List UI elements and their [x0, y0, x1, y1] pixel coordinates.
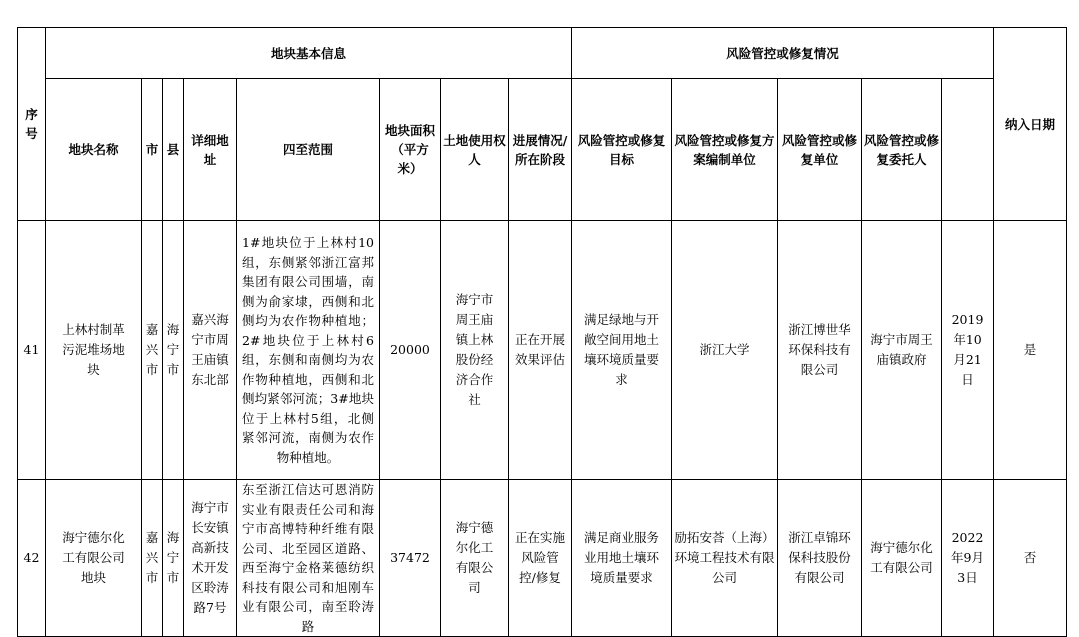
cell-seq: 42 — [18, 480, 46, 637]
cell-progress: 正在开展效果评估 — [509, 221, 572, 480]
cell-target: 满足绿地与开敞空间用地土壤环境质量要求 — [572, 221, 672, 480]
cell-groundwater: 是 — [994, 221, 1067, 480]
table-row — [18, 480, 1067, 637]
contaminated-site-table — [17, 27, 1067, 637]
cell-owner: 海宁德尔化工有限公司 — [441, 480, 509, 637]
header-column-row — [18, 79, 1067, 221]
cell-repair-unit: 浙江博世华环保科技有限公司 — [778, 221, 862, 480]
header-group-basic-info: 地块基本信息 — [46, 28, 572, 79]
cell-county: 海宁市 — [163, 221, 184, 480]
cell-county: 海宁市 — [163, 480, 184, 637]
cell-groundwater: 否 — [994, 480, 1067, 637]
cell-date: 2019年10月21日 — [942, 221, 994, 480]
header-area: 地块面积（平方米） — [380, 79, 441, 221]
cell-plan-unit: 励拓安荅（上海）环境工程技术有限公司 — [672, 480, 778, 637]
header-group-row — [18, 28, 1067, 79]
header-progress: 进展情况/所在阶段 — [509, 79, 572, 221]
cell-name: 上林村制革污泥堆场地块 — [46, 221, 142, 480]
cell-owner: 海宁市周王庙镇上林股份经济合作社 — [441, 221, 509, 480]
header-boundary: 四至范围 — [237, 79, 380, 221]
header-name: 地块名称 — [46, 79, 142, 221]
header-plan-unit: 风险管控或修复方案编制单位 — [672, 79, 778, 221]
cell-client: 海宁市周王庙镇政府 — [862, 221, 942, 480]
header-address: 详细地址 — [184, 79, 237, 221]
header-target: 风险管控或修复目标 — [572, 79, 672, 221]
cell-repair-unit: 浙江卓锦环保科技股份有限公司 — [778, 480, 862, 637]
cell-name: 海宁德尔化工有限公司地块 — [46, 480, 142, 637]
cell-date: 2022年9月3日 — [942, 480, 994, 637]
cell-city: 嘉兴市 — [142, 221, 163, 480]
cell-plan-unit: 浙江大学 — [672, 221, 778, 480]
header-seq: 序号 — [18, 28, 46, 221]
cell-target: 满足商业服务业用地土壤环境质量要求 — [572, 480, 672, 637]
cell-address: 海宁市长安镇高新技术开发区聆涛路7号 — [184, 480, 237, 637]
header-group-risk-control: 风险管控或修复情况 — [572, 28, 994, 79]
header-county: 县 — [163, 79, 184, 221]
header-city: 市 — [142, 79, 163, 221]
cell-address: 嘉兴海宁市周王庙镇东北部 — [184, 221, 237, 480]
cell-boundary: 1#地块位于上林村10组，东侧紧邻浙江富邦集团有限公司围墙，南侧为俞家埭，西侧和北侧均为农作物种植地；2#地块位于上林村6组，东侧和南侧均为农作物种植地，西侧和北侧均紧邻河流；3#地块位于上林村5组，北侧紧邻河流，南侧为农作物种植地。 — [237, 221, 380, 480]
cell-area: 20000 — [380, 221, 441, 480]
cell-seq: 41 — [18, 221, 46, 480]
table-row — [18, 221, 1067, 480]
cell-city: 嘉兴市 — [142, 480, 163, 637]
cell-area: 37472 — [380, 480, 441, 637]
header-repair-unit: 风险管控或修复单位 — [778, 79, 862, 221]
cell-client: 海宁德尔化工有限公司 — [862, 480, 942, 637]
header-date: 纳入日期 — [994, 28, 1067, 221]
header-owner: 土地使用权人 — [441, 79, 509, 221]
cell-boundary: 东至浙江信达可恩消防实业有限责任公司和海宁市高博特种纤维有限公司、北至园区道路、西至海宁金格莱德纺织科技有限公司和旭刚车业有限公司，南至聆涛路 — [237, 480, 380, 637]
header-client: 风险管控或修复委托人 — [862, 79, 942, 221]
cell-progress: 正在实施风险管控/修复 — [509, 480, 572, 637]
